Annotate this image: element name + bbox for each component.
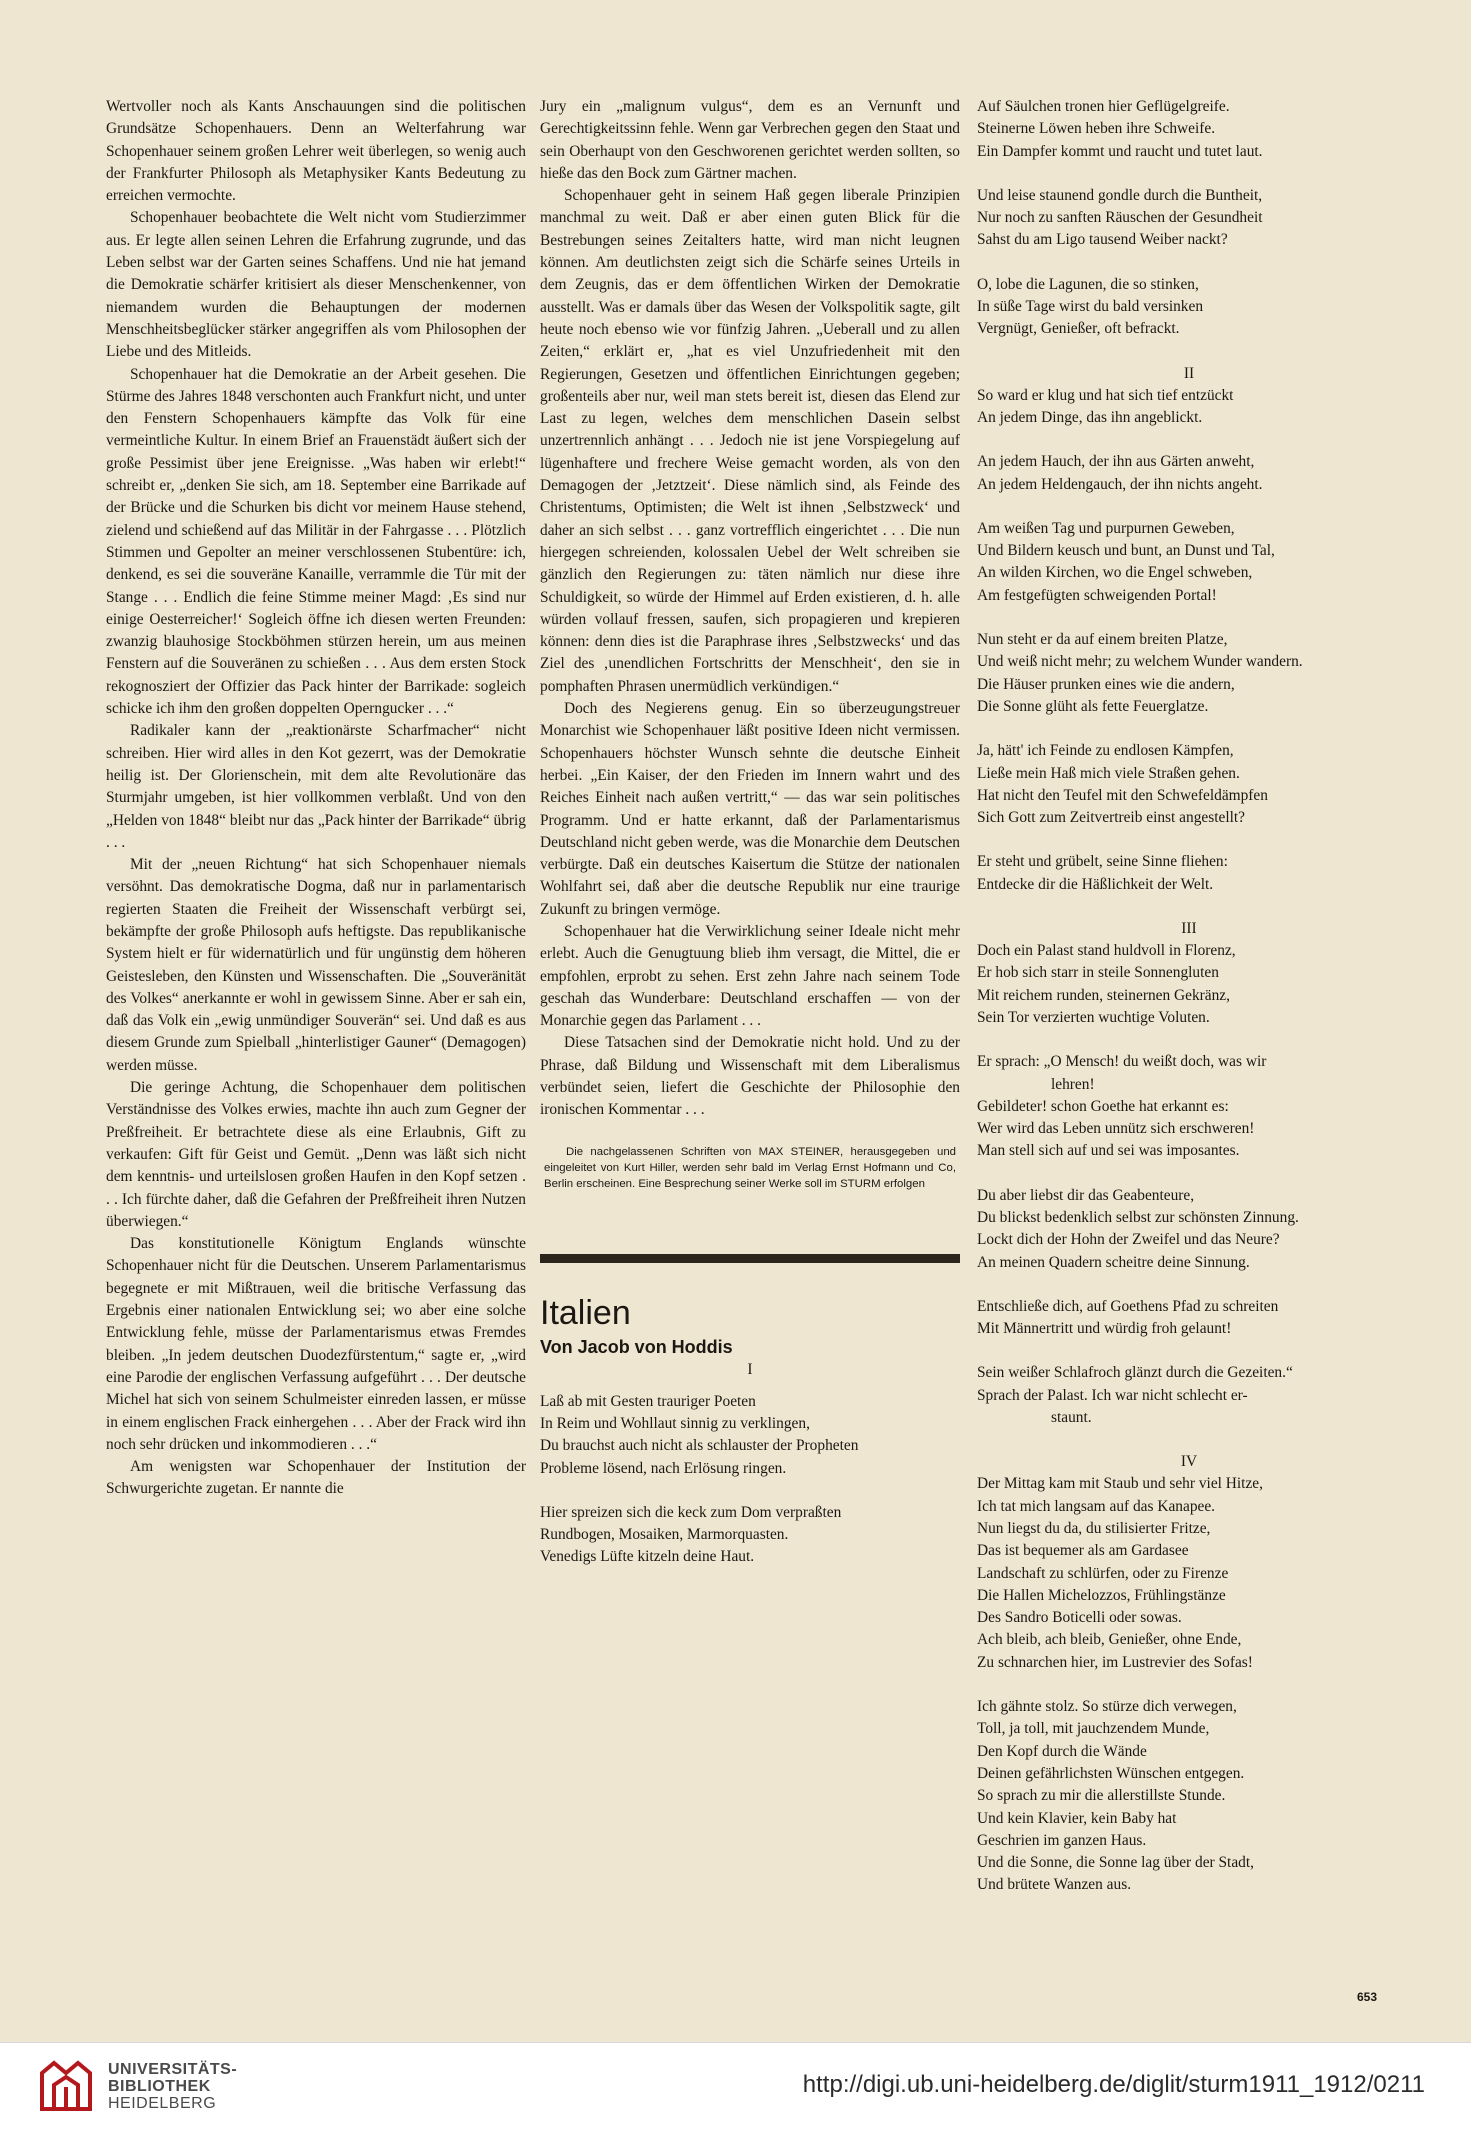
poem-line: In süße Tage wirst du bald versinken (977, 298, 1204, 316)
poem-column-3 (977, 96, 1401, 1919)
poem-line: Entdecke dir die Häßlichkeit der Welt. (977, 875, 1214, 893)
poem-stanza (977, 451, 1401, 496)
poem-stanza (977, 1362, 1401, 1429)
poem-line: Am weißen Tag und purpurnen Geweben, (977, 519, 1235, 537)
poem-line: Sahst du am Ligo tausend Weiber nackt? (977, 231, 1228, 249)
poem-line: Am festgefügten schweigenden Portal! (977, 586, 1217, 604)
article-column-2 (540, 96, 960, 1591)
poem-line: Die Sonne glüht als fette Feuerglatze. (977, 697, 1209, 715)
poem-stanza (540, 1502, 960, 1569)
poem-line: Nun steht er da auf einem breiten Platze, (977, 631, 1228, 649)
poem-line: Man stell sich auf und sei was imposantes. (977, 1142, 1240, 1160)
poem-line: Laß ab mit Gesten trauriger Poeten (540, 1392, 756, 1410)
poem-line: lehren! (1051, 1075, 1095, 1093)
poem-line: Ich gähnte stolz. So stürze dich verwegen, (977, 1698, 1237, 1716)
poem-line: An jedem Heldengauch, der ihn nichts angeht. (977, 475, 1263, 493)
poem-line: Sein weißer Schlafroch glänzt durch die Gezeiten.“ (977, 1364, 1293, 1382)
library-name-line: BIBLIOTHEK (108, 2078, 211, 2095)
poem-line: Mit reichem runden, steinernen Gekränz, (977, 986, 1230, 1004)
poem-line: Gebildeter! schon Goethe hat erkannt es: (977, 1097, 1229, 1115)
library-name-line: UNIVERSITÄTS- (108, 2061, 238, 2078)
poem-stanza (977, 851, 1401, 896)
article-column-1 (106, 96, 526, 1501)
page-number: 653 (1357, 1990, 1378, 2004)
article-paragraph: Die geringe Achtung, die Schopenhauer dem politischen Verständnisse des Volkes erwies, machte ihn auch zum Gegner der Preßfreiheit. Er betrachtete diese als eine Erlaubnis, Gift zu verkaufen: Gift für Geist und Gemüt. „Denn was läßt sich nicht dem kenntnis- und urteilslosen großen Haufen in den Kopf setzen . . . Ich fürchte daher, daß die Gefahren der Preßfreiheit ihren Nutzen überwiegen.“ (106, 1079, 526, 1230)
article-paragraph: Mit der „neuen Richtung“ hat sich Schopenhauer niemals versöhnt. Das demokratische Dogma, daß nur in parlamentarisch regierten Staaten die Freiheit der Wissenschaft verbürgt sei, bekämpfte der große Philosoph aufs heftigste. Das republikanische System hielt er für widernatürlich und für ungünstig dem höheren Geistesleben, den Künsten und Wissenschaften. Die „Souveränität des Volkes“ anerkannte er wohl in gewissem Sinne. Aber er sah ein, daß das Volk ein „ewig unmündiger Souverän“ sei. Und daß es aus diesem Grunde zum Spielball „hinterlistiger Gauner“ (Demagogen) werden müsse. (106, 856, 526, 1074)
poem-line: Und kein Klavier, kein Baby hat (977, 1809, 1177, 1827)
heidelberg-library-logo-icon (36, 2059, 96, 2115)
poem-line: Ließe mein Haß mich viele Straßen gehen. (977, 764, 1240, 782)
poem-stanza (977, 1296, 1401, 1341)
article-paragraph: Schopenhauer hat die Demokratie an der Arbeit gesehen. Die Stürme des Jahres 1848 verschonten auch Frankfurt nicht, und unter den Fenstern Schopenhauers kämpfte das Volk für eine vermeintliche Kultur. In einem Brief an Frauenstädt äußert sich der große Pessimist über jene Ereignisse. „Was haben wir erlebt!“ schreibt er, „denken Sie sich, am 18. September eine Barrikade auf der Brücke und die Schurken bis dicht vor meinem Hause stehend, zielend und schießend auf das Militär in der Fahrgasse . . . Plötzlich Stimmen und Gepolter an meiner verschlossenen Stubentüre: ich, denkend, es sei die souveräne Kanaille, verrammle die Tür mit der Stange . . . Endlich die feine Stimme meiner Magd: ‚Es sind nur einige Oesterreicher!‘ Sogleich öffne ich diesen werten Freunden: zwanzig blauhosige Stockböhmen stürzen herein, um aus meinen Fenstern auf die Souveränen zu schießen . . . Aus dem ersten Stock rekognosziert der Offizier das Pack hinter der Barrikade: sogleich schicke ich ihm den großen doppelten Operngucker . . .“ (106, 365, 526, 718)
poem-line: Vergnügt, Genießer, oft befrackt. (977, 320, 1180, 338)
poem-line: Deinen gefährlichsten Wünschen entgegen. (977, 1764, 1245, 1782)
poem-stanza (977, 518, 1401, 607)
poem-line: So sprach zu mir die allerstillste Stunde. (977, 1787, 1226, 1805)
article-paragraph: Jury ein „malignum vulgus“, dem es an Vernunft und Gerechtigkeitssinn fehle. Wenn gar Verbrechen gegen den Staat und sein Oberhaupt von den Geschworenen gerichtet werden sollten, so hieße das den Bock zum Gärtner machen. (540, 98, 960, 182)
poem-part-numeral: IV (1180, 1453, 1198, 1471)
article-column-2-text (540, 96, 960, 1122)
library-name-line: HEIDELBERG (108, 2095, 217, 2112)
poem-line: Sprach der Palast. Ich war nicht schlecht er- (977, 1386, 1248, 1404)
article-paragraph: Schopenhauer hat die Verwirklichung seiner Ideale nicht mehr erlebt. Auch die Genugtuung blieb ihm versagt, die Mittel, die er empfohlen, erprobt zu sehen. Erst zehn Jahre nach seinem Tode geschah das Wunderbare: Deutschland erschaffen — von der Monarchie gegen das Parlament . . . (540, 922, 960, 1030)
poem-line: Venedigs Lüfte kitzeln deine Haut. (540, 1548, 755, 1566)
poem-line: Er hob sich starr in steile Sonnengluten (977, 964, 1219, 982)
poem-line: An meinen Quadern scheitre deine Sinnung. (977, 1253, 1250, 1271)
poem-part-numeral: III (1181, 920, 1197, 938)
poem-line: Die Hallen Michelozzos, Frühlingstänze (977, 1586, 1226, 1604)
poem-line: Entschließe dich, auf Goethens Pfad zu schreiten (977, 1297, 1279, 1315)
poem-line: Zu schnarchen hier, im Lustrevier des Sofas! (977, 1653, 1253, 1671)
poem-line: Ja, hätt' ich Feinde zu endlosen Kämpfen, (977, 742, 1234, 760)
poem-line: Du brauchst auch nicht als schlauster der Propheten (540, 1437, 859, 1455)
poem-author: Von Jacob von Hoddis (540, 1336, 733, 1357)
poem-line: An jedem Dinge, das ihn angeblickt. (977, 408, 1203, 426)
poem-line: Den Kopf durch die Wände (977, 1742, 1147, 1760)
poem-title: Italien (540, 1293, 631, 1332)
poem-line: Lockt dich der Hohn der Zweifel und das Neure? (977, 1231, 1280, 1249)
poem-line: Nun liegst du da, du stilisierter Fritze, (977, 1519, 1211, 1537)
poem-line: O, lobe die Lagunen, die so stinken, (977, 275, 1199, 293)
source-url[interactable]: http://digi.ub.uni-heidelberg.de/diglit/sturm1911_1912/0211 (802, 2071, 1425, 2098)
article-paragraph: Das konstitutionelle Königtum Englands wünschte Schopenhauer nicht für die Deutschen. Unserem Parlamentarismus begegnete er mit Mißtrauen, weil die britische Verfassung das Ergebnis einer nationalen Entwicklung sei; wo aber eine solche Entwicklung fehle, müsse der Parlamentarismus etwas Fremdes bleiben. „In jedem deutschen Duodezfürstentum,“ sagte er, „wird eine Parodie der englischen Verfassung aufgeführt . . . Der deutsche Michel hat sich von seinem Schulmeister einreden lassen, er müsse in einem englischen Frack einhergehen . . . Aber der Frack wird ihn noch sehr drücken und inkommodieren . . .“ (106, 1235, 526, 1453)
poem-line: Er sprach: „O Mensch! du weißt doch, was wir (977, 1053, 1267, 1071)
poem-part-4 (977, 1473, 1401, 1896)
poem-stanza (977, 1051, 1401, 1162)
poem-stanza (977, 385, 1401, 430)
article-paragraph: Schopenhauer beobachtete die Welt nicht vom Studierzimmer aus. Er legte allen seinen Lehren die Erfahrung zugrunde, und das Leben selbst war der Garten seines Schaffens. Und nie hat jemand die Demokratie schärfer kritisiert als dieser Menschenkenner, von niemandem wurden die Behauptungen der modernen Menschheitsbeglücker stärker angegriffen als vom Philosophen der Liebe und des Mitleids. (106, 209, 526, 361)
library-name (108, 2061, 237, 2112)
poem-line: Und leise staunend gondle durch die Buntheit, (977, 186, 1263, 204)
poem-line: Das ist bequemer als am Gardasee (977, 1542, 1189, 1560)
poem-line: Steinerne Löwen heben ihre Schweife. (977, 120, 1216, 138)
poem-line: Auf Säulchen tronen hier Geflügelgreife. (977, 98, 1230, 115)
poem-line: Und die Sonne, die Sonne lag über der Stadt, (977, 1854, 1254, 1872)
poem-line: Du blickst bedenklich selbst zur schönsten Zinnung. (977, 1208, 1299, 1226)
poem-stanza (977, 185, 1401, 252)
poem-line: Landschaft zu schlürfen, oder zu Firenze (977, 1564, 1229, 1582)
article-paragraph: Wertvoller noch als Kants Anschauungen sind die politischen Grundsätze Schopenhauers. Denn an Welterfahrung war Schopenhauer seinem großen Lehrer weit überlegen, so wenig auch der Frankfurter Philosoph als Metaphysiker Kants Bedeutung zu erreichen vermochte. (106, 98, 526, 205)
poem-line: Und Bildern keusch und bunt, an Dunst und Tal, (977, 542, 1275, 560)
poem-line: Des Sandro Boticelli oder sowas. (977, 1609, 1182, 1627)
poem-line: An wilden Kirchen, wo die Engel schweben, (977, 564, 1253, 582)
poem-line: Der Mittag kam mit Staub und sehr viel Hitze, (977, 1475, 1263, 1493)
poem-part-1 (540, 1391, 960, 1569)
poem-line: Doch ein Palast stand huldvoll in Florenz, (977, 942, 1236, 960)
poem-line: Hat nicht den Teufel mit den Schwefeldämpfen (977, 786, 1268, 804)
editorial-note-text: Die nachgelassenen Schriften von MAX STEINER, herausgegeben und eingeleitet von Kurt Hiller, werden sehr bald im Verlag Ernst Hofmann und Co, Berlin erscheinen. Eine Besprechung seiner Werke soll im STURM erfolgen (544, 1145, 956, 1190)
poem-line: So ward er klug und hat sich tief entzückt (977, 386, 1234, 404)
poem-line: Toll, ja toll, mit jauchzendem Munde, (977, 1720, 1210, 1738)
poem-line: Rundbogen, Mosaiken, Marmorquasten. (540, 1526, 789, 1544)
poem-line: An jedem Hauch, der ihn aus Gärten anweht, (977, 453, 1255, 471)
article-paragraph: Diese Tatsachen sind der Demokratie nicht hold. Und zu der Phrase, daß Bildung und Wissenschaft mit dem Liberalismus verbündet seien, liefert die Geschichte der Philosophie den ironischen Kommentar . . . (540, 1034, 960, 1119)
poem-stanza (977, 1473, 1401, 1674)
poem-line: Du aber liebst dir das Geabenteure, (977, 1186, 1195, 1204)
poem-line: Nur noch zu sanften Räuschen der Gesundheit (977, 209, 1263, 227)
poem-line: Sein Tor verzierten wuchtige Voluten. (977, 1008, 1210, 1026)
article-paragraph: Doch des Negierens genug. Ein so überzeugungstreuer Monarchist wie Schopenhauer läßt positive Ideen nicht vermissen. Schopenhauers höchster Wunsch sehnte die deutsche Einheit herbei. „Ein Kaiser, der den Frieden im Innern wahrt und des Reiches Einheit nach außen vertritt,“ — das war sein politisches Programm. Und er hatte erkannt, daß der Parlamentarismus Deutschland nicht geben werde, was die Monarchie dem Deutschen verbürgte. Daß ein deutsches Kaisertum die Stütze der nationalen Wohlfahrt sei, daß aber die deutsche Republik nur eine traurige Zukunft zu bringen vermöge. (540, 700, 960, 918)
poem-line: Und brütete Wanzen aus. (977, 1876, 1132, 1894)
poem-stanza (977, 940, 1401, 1029)
poem-line: Probleme lösend, nach Erlösung ringen. (540, 1459, 787, 1477)
section-divider (540, 1254, 960, 1263)
poem-line: Er steht und grübelt, seine Sinne fliehen: (977, 853, 1228, 871)
article-paragraph: Radikaler kann der „reaktionärste Scharfmacher“ nicht schreiben. Hier wird alles in den Kot gezerrt, was der Demokratie heilig ist. Der Glorienschein, mit dem alte Revolutionäre das Sturmjahr umgeben, ist hier vollkommen verblaßt. Und von den „Helden von 1848“ bleibt nur das „Pack hinter der Barrikade“ übrig . . . (106, 722, 526, 851)
poem-stanza (977, 1185, 1401, 1274)
poem-stanza (977, 1696, 1401, 1897)
article-paragraph: Schopenhauer geht in seinem Haß gegen liberale Prinzipien manchmal zu weit. Daß er aber einen guten Blick für die Bestrebungen seines Zeitalters hatte, wird man nicht leugnen können. Am deutlichsten zeigt sich die Schärfe seines Urteils in dem Zeugnis, das er dem öffentlichen Wirken der Demokratie ausstellt. Was er damals über das Wesen der Volkspolitik sagte, gilt heute noch ebenso wie vor fünfzig Jahren. „Ueberall und zu allen Zeiten,“ erklärt er, „hat es viel Unzufriedenheit mit den Regierungen, Gesetzen und öffentlichen Einrichtungen gegeben; großenteils aber nur, weil man stets bereit ist, diesen das Elend zur Last zu legen, welches dem menschlichen Dasein selbst unzertrennlich anhängt . . . Jedoch nie ist jene Vorspiegelung auf lügenhaftere und frechere Weise gemacht worden, als von den Demagogen der ‚Jetztzeit‘. Diese nämlich sind, als Feinde des Christentums, Optimisten; die Welt ist ihnen ‚Selbstzweck‘ und daher an sich selbst . . . ganz vortrefflich eingerichtet . . . Die nun hiergegen schreienden, kolossalen Uebel der Welt schreiben sie gänzlich den Regierungen zu: täten nämlich nur diese ihre Schuldigkeit, so würde der Himmel auf Erden existieren, d. h. alle würden vollauf fressen, saufen, sich propagieren und krepieren können: denn dies ist die Paraphrase ihres ‚Selbstzwecks‘ und das Ziel des ‚unendlichen Fortschritts der Menschheit‘, den sie in pomphaften Phrasen unermüdlich verkündigen.“ (540, 187, 960, 695)
poem-part-3 (977, 940, 1401, 1429)
poem-line: Ein Dampfer kommt und raucht und tutet laut. (977, 142, 1263, 160)
article-paragraph: Am wenigsten war Schopenhauer der Institution der Schwurgerichte zugetan. Er nannte die (106, 1458, 526, 1498)
poem-part-1-continued (977, 96, 1401, 341)
poem-line: Geschrien im ganzen Haus. (977, 1831, 1147, 1849)
poem-part-numeral: II (1183, 364, 1195, 382)
poem-line: Sich Gott zum Zeitvertreib einst angestellt? (977, 809, 1245, 827)
poem-line: Hier spreizen sich die keck zum Dom verpraßten (540, 1503, 842, 1521)
poem-line: Mit Männertritt und würdig froh gelaunt! (977, 1320, 1232, 1338)
poem-stanza (977, 96, 1401, 163)
poem-stanza (540, 1391, 960, 1480)
poem-line: staunt. (1051, 1409, 1092, 1427)
poem-part-numeral: I (747, 1360, 753, 1378)
poem-line: Und weiß nicht mehr; zu welchem Wunder wandern. (977, 653, 1303, 671)
poem-stanza (977, 629, 1401, 718)
poem-part-2 (977, 385, 1401, 896)
poem-line: Die Häuser prunken eines wie die andern, (977, 675, 1235, 693)
poem-line: Wer wird das Leben unnütz sich erschweren! (977, 1120, 1255, 1138)
poem-line: Ich tat mich langsam auf das Kanapee. (977, 1497, 1216, 1515)
poem-line: In Reim und Wohllaut sinnig zu verklingen, (540, 1414, 810, 1432)
editorial-note (540, 1144, 960, 1192)
poem-stanza (977, 274, 1401, 341)
poem-line: Ach bleib, ach bleib, Genießer, ohne Ende, (977, 1631, 1242, 1649)
library-footer (0, 2042, 1471, 2130)
poem-stanza (977, 740, 1401, 829)
